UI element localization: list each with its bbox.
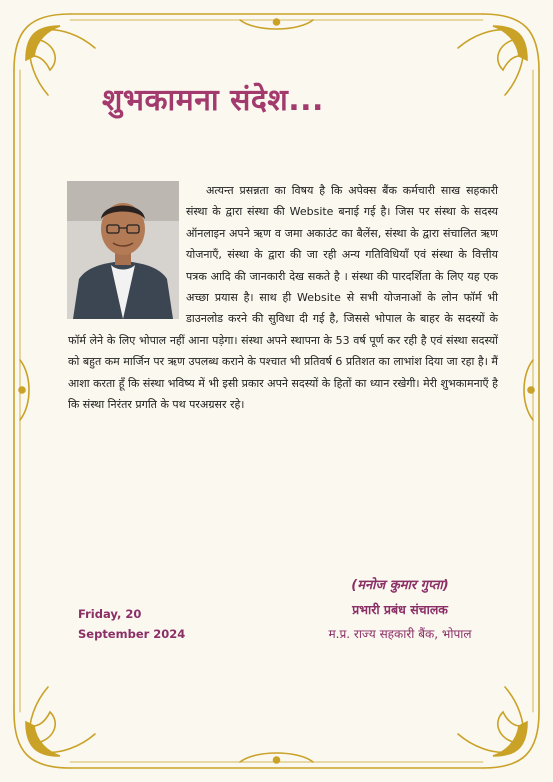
message-text: अत्यन्त प्रसन्नता का विषय है कि अपेक्स बैंक कर्मचारी साख सहकारी संस्था के द्वारा संस्था की Website बनाई गई है। जिस पर संस्था के सदस्य ऑनलाइन अपने ऋण व जमा अकाउंट का बैलेंस, संस्था के द्वारा संचालित ऋण योजनाएँ, संस्था के द्वारा की जा रही अन्य गतिविधियाँ एवं संस्था के वित्तीय पत्रक आदि की जानकारी देख सकते है । संस्था की पारदर्शिता के लिए यह एक अच्छा प्रयास है। साथ ही Website से सभी योजनाओं के लोन फॉर्म भी डाउनलोड करने की सुविधा दी गई है, जिससे भोपाल के बाहर के सदस्यों के फॉर्म लेने के लिए भोपाल नहीं आना पड़ेगा। संस्था अपने स्थापना के 53 वर्ष पूर्ण कर रही है एवं संस्था सदस्यों को बहुत कम मार्जिन पर ऋण उपलब्ध कराने के पश्चात भी प्रतिवर्ष 6 प्रतिशत का लाभांश दिया जा रहा है। मैं आशा करता हूँ कि संस्था भविष्य में भी इसी प्रकार अपने सदस्यों के हितों का ध्यान रखेगी। मेरी शुभकामनाएँ है कि संस्था निरंतर प्रगति के पथ परअग्रसर रहे।	[68, 184, 498, 412]
signatory-designation: प्रभारी प्रबंध संचालक	[352, 602, 448, 617]
date-label: Friday, 20 September 2024	[78, 607, 186, 641]
signature-block	[300, 574, 500, 646]
signatory-organization: म.प्र. राज्य सहकारी बैंक, भोपाल	[328, 627, 472, 641]
message-body	[68, 180, 498, 415]
photo-spacer	[68, 180, 186, 318]
signatory-name: (मनोज कुमार गुप्ता)	[351, 578, 449, 593]
page-title: शुभकामना संदेश...	[102, 83, 324, 118]
